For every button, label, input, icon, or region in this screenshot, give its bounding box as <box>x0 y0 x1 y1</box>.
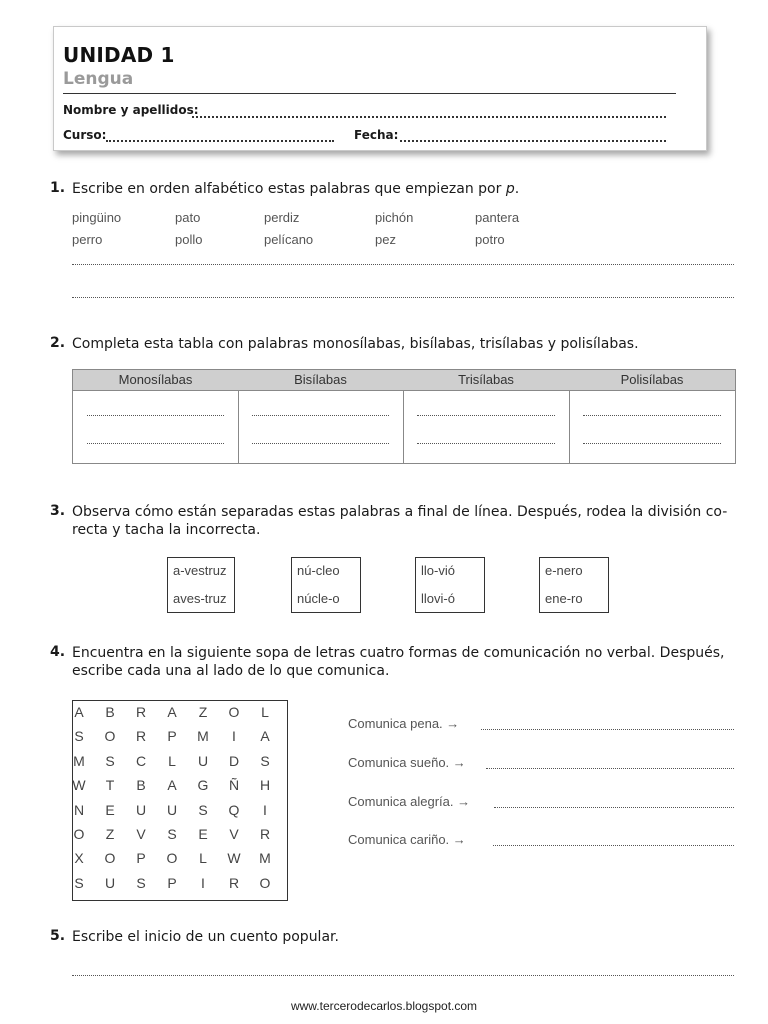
q1-answer-line[interactable] <box>72 297 734 298</box>
grid-letter[interactable]: T <box>105 777 115 794</box>
date-field[interactable] <box>400 140 666 142</box>
grid-letter[interactable]: S <box>198 801 208 818</box>
grid-letter[interactable]: L <box>168 752 176 769</box>
grid-letter[interactable]: L <box>199 850 207 867</box>
grid-letter[interactable]: U <box>166 801 178 818</box>
grid-letter[interactable]: E <box>198 826 208 842</box>
grid-letter[interactable]: O <box>259 874 271 891</box>
communicates-label: Comunica sueño. → <box>348 755 466 770</box>
grid-letter[interactable]: R <box>259 826 271 842</box>
q4-number: 4. <box>50 644 66 660</box>
grid-letter[interactable]: A <box>260 728 270 745</box>
q1-word: pantera <box>475 210 520 225</box>
hyphen-box <box>167 557 235 613</box>
q3-number: 3. <box>50 503 66 519</box>
table-header: Trisílabas <box>403 370 569 391</box>
grid-letter[interactable]: S <box>167 826 177 842</box>
grid-letter[interactable]: U <box>135 801 147 818</box>
name-field[interactable] <box>192 116 666 118</box>
grid-letter[interactable]: O <box>104 728 116 745</box>
q1-word: pichón <box>375 210 414 225</box>
grid-letter[interactable]: I <box>263 801 267 818</box>
grid-letter[interactable]: O <box>104 850 116 867</box>
q1-number: 1. <box>50 180 66 196</box>
q1-word: potro <box>475 232 505 247</box>
q1-word: pato <box>175 210 201 225</box>
q5-number: 5. <box>50 928 66 944</box>
table-header: Monosílabas <box>73 370 238 391</box>
hyphen-box <box>291 557 361 613</box>
q1-word: pingüino <box>72 210 122 225</box>
grid-letter[interactable]: P <box>136 850 146 867</box>
grid-letter[interactable]: M <box>73 752 85 769</box>
grid-letter[interactable]: O <box>228 704 240 720</box>
grid-letter[interactable]: S <box>74 728 84 745</box>
grid-letter[interactable]: W <box>227 850 241 867</box>
table-answer-line[interactable] <box>583 415 721 416</box>
grid-letter[interactable]: Q <box>228 801 240 818</box>
grid-letter[interactable]: R <box>135 728 147 745</box>
grid-letter[interactable]: B <box>105 704 115 720</box>
grid-letter[interactable]: Z <box>198 704 208 720</box>
grid-letter[interactable]: V <box>229 826 239 842</box>
grid-letter[interactable]: Z <box>105 826 115 842</box>
table-answer-line[interactable] <box>417 443 555 444</box>
q2-number: 2. <box>50 335 66 351</box>
grid-letter[interactable]: A <box>167 704 177 720</box>
q1-word: perro <box>72 232 103 247</box>
hyphen-option[interactable]: ene-ro <box>545 591 583 606</box>
grid-letter[interactable]: M <box>259 850 271 867</box>
table-column <box>73 370 239 463</box>
table-answer-line[interactable] <box>417 415 555 416</box>
grid-letter[interactable]: O <box>73 826 85 842</box>
grid-letter[interactable]: R <box>228 874 240 891</box>
course-label: Curso: <box>63 128 107 142</box>
grid-letter[interactable]: A <box>74 704 84 720</box>
q5-text: Escribe el inicio de un cuento popular. <box>72 929 339 945</box>
table-column <box>569 370 735 463</box>
grid-letter[interactable]: A <box>167 777 177 794</box>
grid-letter[interactable]: I <box>201 874 205 891</box>
header-box <box>53 26 707 151</box>
table-header: Polisílabas <box>569 370 735 391</box>
grid-letter[interactable]: X <box>74 850 84 867</box>
grid-letter[interactable]: C <box>135 752 147 769</box>
table-column <box>403 370 570 463</box>
grid-letter[interactable]: G <box>197 777 209 794</box>
q1-text-main: Escribe en orden alfabético estas palabras que empiezan por <box>72 181 506 197</box>
hyphen-box <box>539 557 609 613</box>
grid-letter[interactable]: L <box>261 704 269 720</box>
communicates-answer-line[interactable] <box>481 729 734 730</box>
hyphen-option[interactable]: llovi-ó <box>421 591 455 606</box>
q1-word: pez <box>375 232 396 247</box>
q2-text: Completa esta tabla con palabras monosílabas, bisílabas, trisílabas y polisílabas. <box>72 336 639 352</box>
table-answer-line[interactable] <box>87 415 224 416</box>
q1-text <box>72 180 519 198</box>
communicates-label: Comunica pena. → <box>348 716 460 731</box>
q4-text-line2: escribe cada una al lado de lo que comunica. <box>72 663 390 679</box>
q1-word: pelícano <box>264 232 314 247</box>
hyphen-option[interactable]: nú-cleo <box>297 563 340 578</box>
table-answer-line[interactable] <box>252 415 389 416</box>
word-search-grid <box>72 700 288 901</box>
communicates-label: Comunica cariño. → <box>348 832 466 847</box>
grid-letter[interactable]: R <box>135 704 147 720</box>
grid-letter[interactable]: I <box>232 728 236 745</box>
grid-letter[interactable]: U <box>104 874 116 891</box>
hyphen-option[interactable]: llo-vió <box>421 563 455 578</box>
grid-letter[interactable]: S <box>260 752 270 769</box>
communicates-answer-line[interactable] <box>486 768 734 769</box>
hyphen-option[interactable]: aves-truz <box>173 591 227 606</box>
grid-letter[interactable]: S <box>105 752 115 769</box>
name-label: Nombre y apellidos: <box>63 103 199 117</box>
grid-letter[interactable]: W <box>72 777 86 794</box>
table-answer-line[interactable] <box>252 443 389 444</box>
grid-letter[interactable]: O <box>166 850 178 867</box>
hyphen-option[interactable]: a-vestruz <box>173 563 227 578</box>
grid-letter[interactable]: U <box>197 752 209 769</box>
table-header: Bisílabas <box>238 370 403 391</box>
hyphen-option[interactable]: núcle-o <box>297 591 340 606</box>
q3-text-line1: Observa cómo están separadas estas palabras a final de línea. Después, rodea la división co- <box>72 504 728 520</box>
grid-letter[interactable]: S <box>136 874 146 891</box>
q1-word: pollo <box>175 232 203 247</box>
communicates-answer-line[interactable] <box>494 807 734 808</box>
grid-letter[interactable]: P <box>167 728 177 745</box>
header-divider <box>63 93 676 94</box>
table-answer-line[interactable] <box>87 443 224 444</box>
table-column <box>238 370 404 463</box>
grid-letter[interactable]: S <box>74 874 84 891</box>
subject-title: Lengua <box>63 69 134 89</box>
date-label: Fecha: <box>354 128 399 142</box>
q1-text-em: p <box>505 181 515 197</box>
syllable-table <box>72 369 736 464</box>
grid-letter[interactable]: E <box>105 801 115 818</box>
grid-letter[interactable]: B <box>136 777 146 794</box>
communicates-answer-line[interactable] <box>493 845 734 846</box>
q5-answer-line[interactable] <box>72 975 734 976</box>
q4-text-line1: Encuentra en la siguiente sopa de letras cuatro formas de comunicación no verbal. Después, <box>72 645 725 661</box>
grid-letter[interactable]: N <box>73 801 85 818</box>
grid-letter[interactable]: Ñ <box>228 777 240 794</box>
grid-letter[interactable]: V <box>136 826 146 842</box>
course-field[interactable] <box>106 140 334 142</box>
grid-letter[interactable]: M <box>197 728 209 745</box>
unit-title: UNIDAD 1 <box>63 43 175 67</box>
q1-word: perdiz <box>264 210 300 225</box>
grid-letter[interactable]: D <box>228 752 240 769</box>
grid-letter[interactable]: H <box>259 777 271 794</box>
communicates-label: Comunica alegría. → <box>348 794 471 809</box>
q3-text-line2: recta y tacha la incorrecta. <box>72 522 261 538</box>
hyphen-option[interactable]: e-nero <box>545 563 583 578</box>
footer-url: www.tercerodecarlos.blogspot.com <box>290 999 478 1013</box>
q1-text-end: . <box>514 181 520 197</box>
grid-letter[interactable]: P <box>167 874 177 891</box>
table-answer-line[interactable] <box>583 443 721 444</box>
hyphen-box <box>415 557 485 613</box>
q1-answer-line[interactable] <box>72 264 734 265</box>
